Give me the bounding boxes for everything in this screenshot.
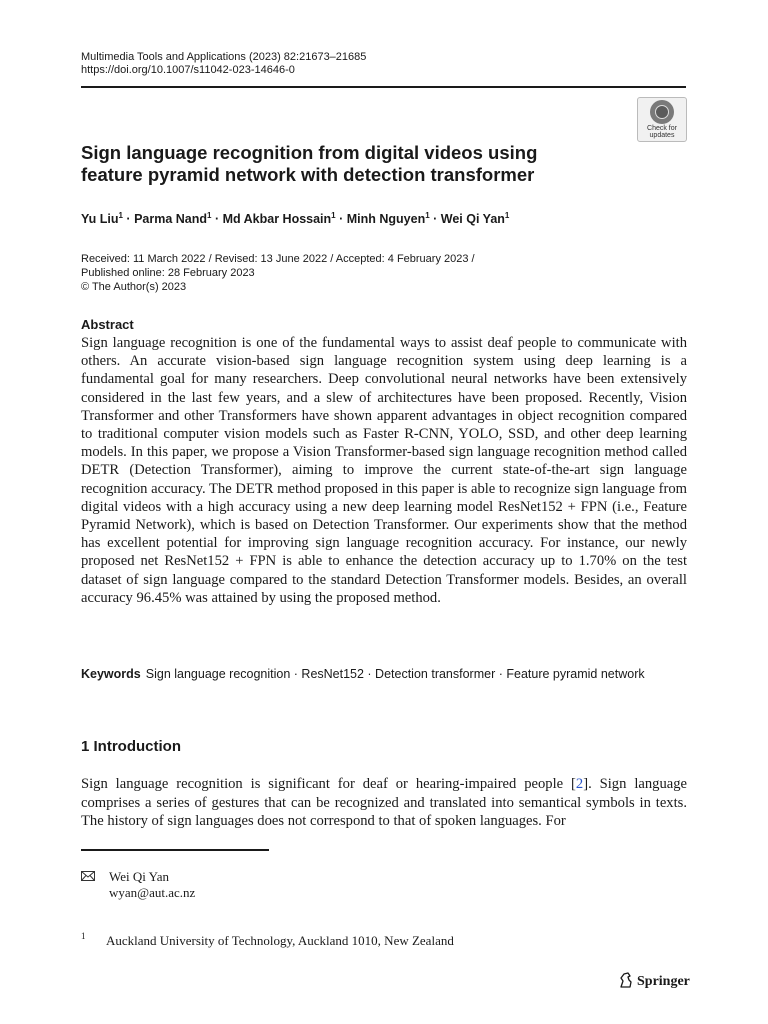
corresponding-author-email[interactable]: wyan@aut.ac.nz	[109, 885, 196, 900]
abstract-heading: Abstract	[81, 317, 134, 332]
check-updates-line1: Check for	[647, 125, 677, 132]
corresponding-author-name: Wei Qi Yan	[109, 869, 169, 884]
section-heading-introduction: 1 Introduction	[81, 738, 181, 755]
author-name[interactable]: Parma Nand	[134, 212, 208, 227]
author-list: Yu Liu$^1$ · Parma Nand$^1$ · Md Akbar Hossain$^1$ · Minh Nguyen$^1$ · Wei Qi Yan$^1$	[81, 211, 510, 227]
check-updates-line2: updates	[649, 132, 675, 139]
author-name[interactable]: Minh Nguyen	[346, 212, 426, 227]
intro-text-part: Sign language recognition is significant for deaf or hearing-impaired people [	[81, 776, 576, 792]
author-name[interactable]: Wei Qi Yan	[440, 212, 505, 227]
header-rule	[81, 86, 686, 88]
abstract-text: Sign language recognition is one of the fundamental ways to assist deaf people to communicate with others. An accurate vision-based sign language recognition system using deep learning is a fundamental goal for many researchers. Deep convolutional neural networks have been extensively considered in the last few years, and a slew of architectures have been proposed. Recently, Vision Transformer and other Transformers have shown apparent advantages in object recognition compared to traditional computer vision models such as Faster R-CNN, YOLO, SSD, and other deep learning models. In this paper, we propose a Vision Transformer-based sign language recognition method called DETR (Detection Transformer), aiming to improve the current state-of-the-art sign language recognition accuracy. The DETR method proposed in this paper is able to recognize sign language from digital videos with a high accuracy using a new deep learning model ResNet152 + FPN (i.e., Feature Pyramid Network), which is based on Detection Transformer. Our experiments show that the method has excellent potential for improving sign language recognition accuracy. For instance, our newly proposed net ResNet152 + FPN is able to enhance the detection accuracy up to 1.70% on the test dataset of sign language compared to the standard Detection Transformer models. Besides, an overall accuracy 96.45% was attained by using the proposed method.	[81, 335, 687, 606]
author-affiliation-mark: 1	[207, 211, 212, 220]
check-updates-icon-inner	[655, 105, 669, 119]
published-date: Published online: 28 February 2023	[81, 267, 255, 279]
keywords-list: Sign language recognition · ResNet152 · Detection transformer · Feature pyramid network	[145, 667, 645, 681]
copyright-notice: © The Author(s) 2023	[81, 281, 187, 293]
author-affiliation-mark: 1	[504, 211, 510, 220]
journal-citation: Multimedia Tools and Applications (2023) 82:21673–21685	[81, 51, 367, 63]
affiliation-text: Auckland University of Technology, Auckland 1010, New Zealand	[106, 933, 454, 948]
introduction-text	[81, 775, 687, 831]
publisher-logo	[618, 972, 690, 990]
author-affiliation-mark: 1	[118, 211, 123, 220]
paper-title: Sign language recognition from digital videos using feature pyramid network with detection transformer	[81, 142, 538, 185]
author-name[interactable]: Md Akbar Hossain	[222, 212, 332, 227]
springer-horse-icon	[618, 972, 634, 989]
doi-link[interactable]: https://doi.org/10.1007/s11042-023-14646-0	[81, 64, 295, 76]
affiliation-number: 1	[81, 931, 86, 941]
check-updates-badge[interactable]	[637, 97, 687, 142]
author-name[interactable]: Yu Liu	[81, 212, 119, 227]
keywords-section	[81, 666, 687, 683]
citation-link[interactable]: 2	[575, 776, 584, 792]
check-updates-label	[638, 125, 686, 139]
keywords-label: Keywords	[81, 667, 141, 681]
intro-text-part: ]. Sign language comprises a series of gestures that can be recognized and translated into semantical symbols in texts. The history of sign languages does not correspond to that of spoken languages. For	[81, 776, 687, 829]
author-affiliation-mark: 1	[425, 211, 430, 220]
article-dates: Received: 11 March 2022 / Revised: 13 June 2022 / Accepted: 4 February 2023 /	[81, 253, 475, 265]
author-affiliation-mark: 1	[331, 211, 336, 220]
publisher-name: Springer	[637, 974, 690, 989]
envelope-icon	[81, 871, 95, 881]
footnote-rule	[81, 849, 269, 851]
